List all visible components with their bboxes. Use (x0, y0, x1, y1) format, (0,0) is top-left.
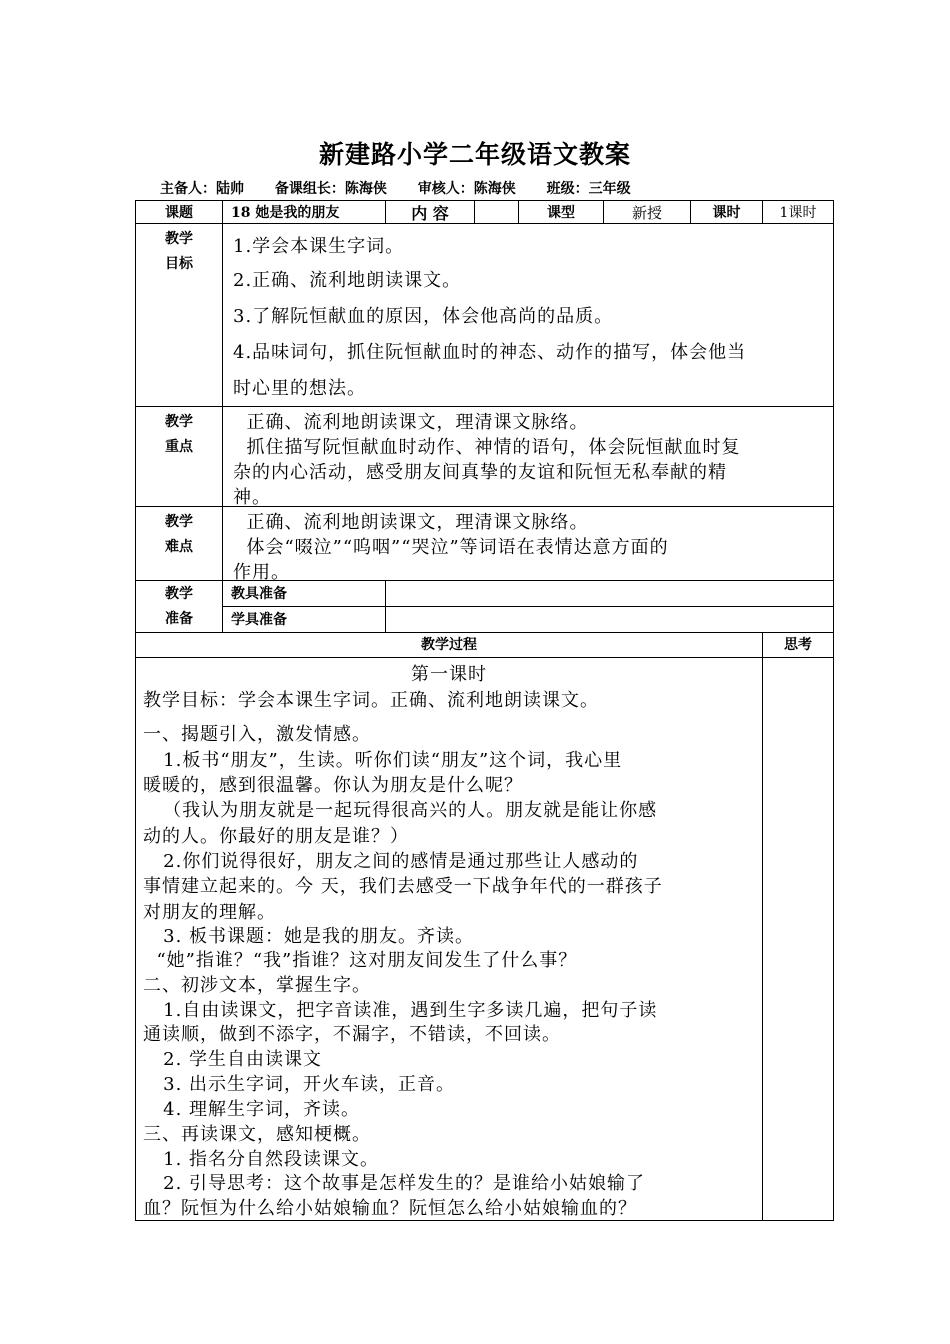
preparation-label (135, 580, 223, 633)
student-tools-label: 学具准备 (222, 606, 386, 633)
difficulties-content (222, 506, 834, 581)
type-value: 新授 (603, 200, 691, 224)
goals-content (222, 223, 834, 407)
thinking-header: 思考 (762, 632, 834, 658)
teacher-tools-label: 教具准备 (222, 580, 386, 607)
hours-label: 课时 (690, 200, 763, 224)
difficulty-line: 体会“啜泣”“呜咽”“哭泣”等词语在表情达意方面的 (233, 537, 669, 558)
group-leader: 备课组长：陈海侠 (274, 181, 387, 197)
process-line: 血？阮恒为什么给小姑娘输血？阮恒怎么给小姑娘输血的？ (143, 1198, 637, 1219)
process-line: 通读顺，做到不添字，不漏字，不错读，不回读。 (143, 1024, 561, 1045)
process-line: 三、再读课文，感知梗概。 (143, 1124, 371, 1145)
content-label: 内 容 (385, 200, 475, 224)
process-line: 2. 引导思考：这个故事是怎样发生的？是谁给小姑娘输了 (143, 1173, 646, 1194)
process-line: 事情建立起来的。今 天，我们去感受一下战争年代的一群孩子 (143, 876, 663, 897)
class-info: 班级：三年级 (546, 181, 631, 197)
preparer: 主备人：陆帅 (160, 181, 244, 197)
keypoint-line: 杂的内心活动，感受朋友间真挚的友谊和阮恒无私奉献的精 (233, 462, 727, 483)
keypoints-label-line1: 教学 (165, 414, 193, 430)
page-title: 新建路小学二年级语文教案 (318, 140, 631, 169)
process-line: 3. 板书课题：她是我的朋友。齐读。 (143, 926, 475, 947)
process-line: 动的人。你最好的朋友是谁？） (143, 826, 409, 847)
goal-item: 3.了解阮恒献血的原因，体会他高尚的品质。 (233, 306, 614, 327)
process-line: 1.自由读课文，把字音读准，遇到生字多读几遍，把句子读 (143, 1000, 658, 1021)
process-line: 1. 指名分自然段读课文。 (143, 1149, 380, 1170)
lesson-title: 第一课时 (411, 664, 487, 685)
keypoint-line: 正确、流利地朗读课文，理清课文脉络。 (233, 412, 589, 433)
type-label: 课型 (518, 200, 604, 224)
process-header: 教学过程 (135, 632, 763, 658)
process-line: 2.你们说得很好，朋友之间的感情是通过那些让人感动的 (143, 851, 639, 872)
preparation-label-line1: 教学 (165, 586, 193, 602)
process-line: 2. 学生自由读课文 (143, 1049, 323, 1070)
thinking-body (762, 657, 834, 1221)
goal-item: 2.正确、流利地朗读课文。 (233, 270, 462, 291)
difficulties-label-line1: 教学 (165, 514, 193, 530)
keypoint-line: 神。 (233, 487, 271, 507)
process-line: 教学目标：学会本课生字词。正确、流利地朗读课文。 (143, 690, 599, 711)
hours-value: 1课时 (762, 200, 834, 224)
reviewer: 审核人：陈海侠 (417, 181, 516, 197)
goals-label-line1: 教学 (165, 231, 193, 247)
goals-label (135, 223, 223, 407)
process-line: 二、初涉文本，掌握生字。 (143, 975, 371, 996)
topic-value: 18 她是我的朋友 (222, 200, 386, 224)
teacher-tools-value (385, 580, 834, 607)
difficulties-label-line2: 难点 (165, 539, 193, 555)
goal-item: 时心里的想法。 (233, 378, 366, 399)
process-line: 3. 出示生字词，开火车读，正音。 (143, 1074, 456, 1095)
meta-line (160, 178, 657, 198)
difficulty-line: 作用。 (233, 562, 290, 581)
student-tools-value (385, 606, 834, 633)
keypoints-content (222, 406, 834, 507)
keypoints-label-line2: 重点 (165, 439, 193, 455)
difficulties-label (135, 506, 223, 581)
content-value (474, 200, 519, 224)
topic-label: 课题 (135, 200, 223, 224)
difficulty-line: 正确、流利地朗读课文，理清课文脉络。 (233, 512, 589, 533)
process-line: （我认为朋友就是一起玩得很高兴的人。朋友就是能让你感 (143, 800, 658, 821)
keypoints-label (135, 406, 223, 507)
process-line: 一、揭题引入，激发情感。 (143, 724, 371, 745)
preparation-label-line2: 准备 (165, 611, 193, 627)
keypoint-line: 抓住描写阮恒献血时动作、神情的语句，体会阮恒献血时复 (233, 437, 741, 458)
goals-label-line2: 目标 (165, 256, 193, 272)
process-line: 暖暖的，感到很温馨。你认为朋友是什么呢？ (143, 775, 523, 796)
goal-item: 1.学会本课生字词。 (233, 236, 405, 257)
process-line: 4. 理解生字词，齐读。 (143, 1099, 361, 1120)
process-line: 对朋友的理解。 (143, 902, 276, 923)
goal-item: 4.品味词句，抓住阮恒献血时的神态、动作的描写，体会他当 (233, 342, 747, 363)
process-line: “她”指谁？“我”指谁？这对朋友间发生了什么事？ (143, 950, 578, 971)
process-line: 1.板书“朋友”，生读。听你们读“朋友”这个词，我心里 (143, 750, 623, 771)
